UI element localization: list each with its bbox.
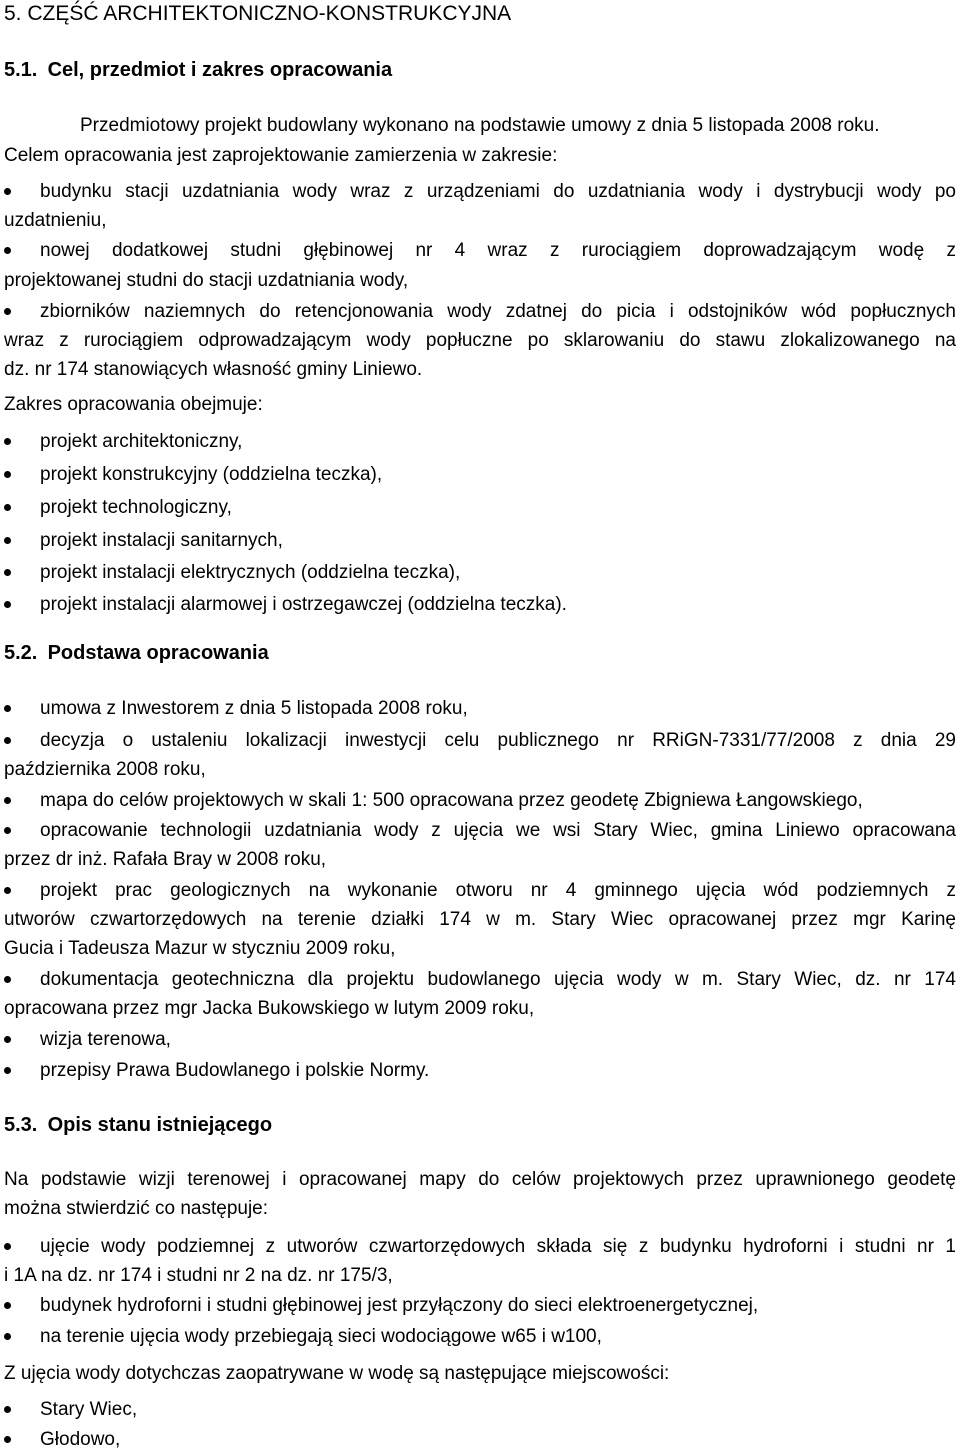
list-item-line: października 2008 roku, (4, 759, 206, 780)
paragraph: Zakres opracowania obejmuje: (4, 394, 263, 415)
list-item-line: decyzja o ustaleniu lokalizacji inwestycji celu publicznego nr RRiGN-7331/77/2008 z dnia 29 (40, 730, 956, 751)
bullet-icon (4, 1398, 14, 1408)
bullet-icon (4, 430, 14, 440)
list-item: Głodowo, (40, 1429, 121, 1450)
subsection-title: Podstawa opracowania (47, 642, 269, 664)
list-item-line: opracowanie technologii uzdatniania wody z ujęcia we wsi Stary Wiec, gmina Liniewo opracowana (40, 820, 956, 841)
list-item-line: przez dr inż. Rafała Bray w 2008 roku, (4, 849, 327, 870)
list-item-line: projektowanej studni do stacji uzdatniania wody, (4, 270, 409, 291)
section-title: 5. CZĘŚĆ ARCHITEKTONICZNO-KONSTRUKCYJNA (4, 2, 512, 25)
list-item-line: wraz z rurociągiem odprowadzającym wody popłuczne po sklarowaniu do stawu zlokalizowanego na (4, 330, 956, 351)
bullet-icon (4, 593, 14, 603)
subsection-title: Opis stanu istniejącego (47, 1114, 273, 1136)
list-item-line: i 1A na dz. nr 174 i studni nr 2 na dz. nr 175/3, (4, 1265, 393, 1286)
list-item-line: dz. nr 174 stanowiących własność gminy Liniewo. (4, 359, 423, 380)
paragraph: Z ujęcia wody dotychczas zaopatrywane w wodę są następujące miejscowości: (4, 1363, 670, 1384)
bullet-icon (4, 789, 14, 799)
bullet-icon (4, 819, 14, 829)
subsection-number: 5.2. (4, 642, 38, 664)
bullet-icon (4, 729, 14, 739)
list-item: projekt instalacji alarmowej i ostrzegawczej (oddzielna teczka). (40, 594, 567, 615)
bullet-icon (4, 1325, 14, 1335)
subsection-number: 5.3. (4, 1114, 38, 1136)
list-item: przepisy Prawa Budowlanego i polskie Normy. (40, 1060, 430, 1081)
bullet-icon (4, 300, 14, 310)
list-item: umowa z Inwestorem z dnia 5 listopada 2008 roku, (40, 698, 468, 719)
subsection-title: Cel, przedmiot i zakres opracowania (47, 59, 393, 81)
list-item-line: utworów czwartorzędowych na terenie działki 174 w m. Stary Wiec opracowanej przez mgr Karinę (4, 909, 956, 930)
paragraph: Celem opracowania jest zaprojektowanie zamierzenia w zakresie: (4, 145, 558, 166)
list-item-line: projekt prac geologicznych na wykonanie otworu nr 4 gminnego ujęcia wód podziemnych z (40, 880, 956, 901)
list-item: projekt instalacji elektrycznych (oddzielna teczka), (40, 562, 461, 583)
list-item: na terenie ujęcia wody przebiegają sieci wodociągowe w65 i w100, (40, 1326, 602, 1347)
bullet-icon (4, 697, 14, 707)
list-item-line: budynku stacji uzdatniania wody wraz z urządzeniami do uzdatniania wody i dystrybucji wody po (40, 181, 956, 202)
bullet-icon (4, 529, 14, 539)
list-item-line: uzdatnieniu, (4, 210, 107, 231)
subsection-number: 5.1. (4, 59, 38, 81)
list-item: budynek hydroforni i studni głębinowej jest przyłączony do sieci elektroenergetycznej, (40, 1295, 759, 1316)
list-item: projekt instalacji sanitarnych, (40, 530, 283, 551)
paragraph: Przedmiotowy projekt budowlany wykonano na podstawie umowy z dnia 5 listopada 2008 roku. (80, 115, 880, 136)
subsection-heading-5-3 (4, 1113, 956, 1137)
list-item-line: dokumentacja geotechniczna dla projektu budowlanego ujęcia wody w m. Stary Wiec, dz. nr 174 (40, 969, 956, 990)
bullet-icon (4, 180, 14, 190)
bullet-icon (4, 239, 14, 249)
list-item-line: Gucia i Tadeusza Mazur w styczniu 2009 roku, (4, 938, 396, 959)
list-item: wizja terenowa, (40, 1029, 171, 1050)
bullet-icon (4, 1059, 14, 1069)
list-item: mapa do celów projektowych w skali 1: 500 opracowana przez geodetę Zbigniewa Łangowskiego, (40, 790, 863, 811)
bullet-icon (4, 561, 14, 571)
list-item-line: ujęcie wody podziemnej z utworów czwartorzędowych składa się z budynku hydroforni i studni nr 1 (40, 1236, 956, 1257)
bullet-icon (4, 879, 14, 889)
bullet-icon (4, 1294, 14, 1304)
list-item: projekt architektoniczny, (40, 431, 243, 452)
bullet-icon (4, 1028, 14, 1038)
list-item-line: opracowana przez mgr Jacka Bukowskiego w lutym 2009 roku, (4, 998, 535, 1019)
list-item: Stary Wiec, (40, 1399, 138, 1420)
subsection-heading-5-2 (4, 641, 956, 665)
bullet-icon (4, 496, 14, 506)
bullet-icon (4, 968, 14, 978)
bullet-icon (4, 1235, 14, 1245)
list-item-line: zbiorników naziemnych do retencjonowania wody zdatnej do picia i odstojników wód popłucznych (40, 301, 956, 322)
subsection-heading-5-1 (4, 58, 956, 82)
list-item: projekt technologiczny, (40, 497, 232, 518)
list-item: projekt konstrukcyjny (oddzielna teczka), (40, 464, 383, 485)
bullet-icon (4, 463, 14, 473)
bullet-icon (4, 1428, 14, 1438)
paragraph-line: Na podstawie wizji terenowej i opracowanej mapy do celów projektowych przez uprawnionego geodetę (4, 1169, 956, 1190)
list-item-line: nowej dodatkowej studni głębinowej nr 4 wraz z rurociągiem doprowadzającym wodę z (40, 240, 956, 261)
paragraph-line: można stwierdzić co następuje: (4, 1198, 269, 1219)
